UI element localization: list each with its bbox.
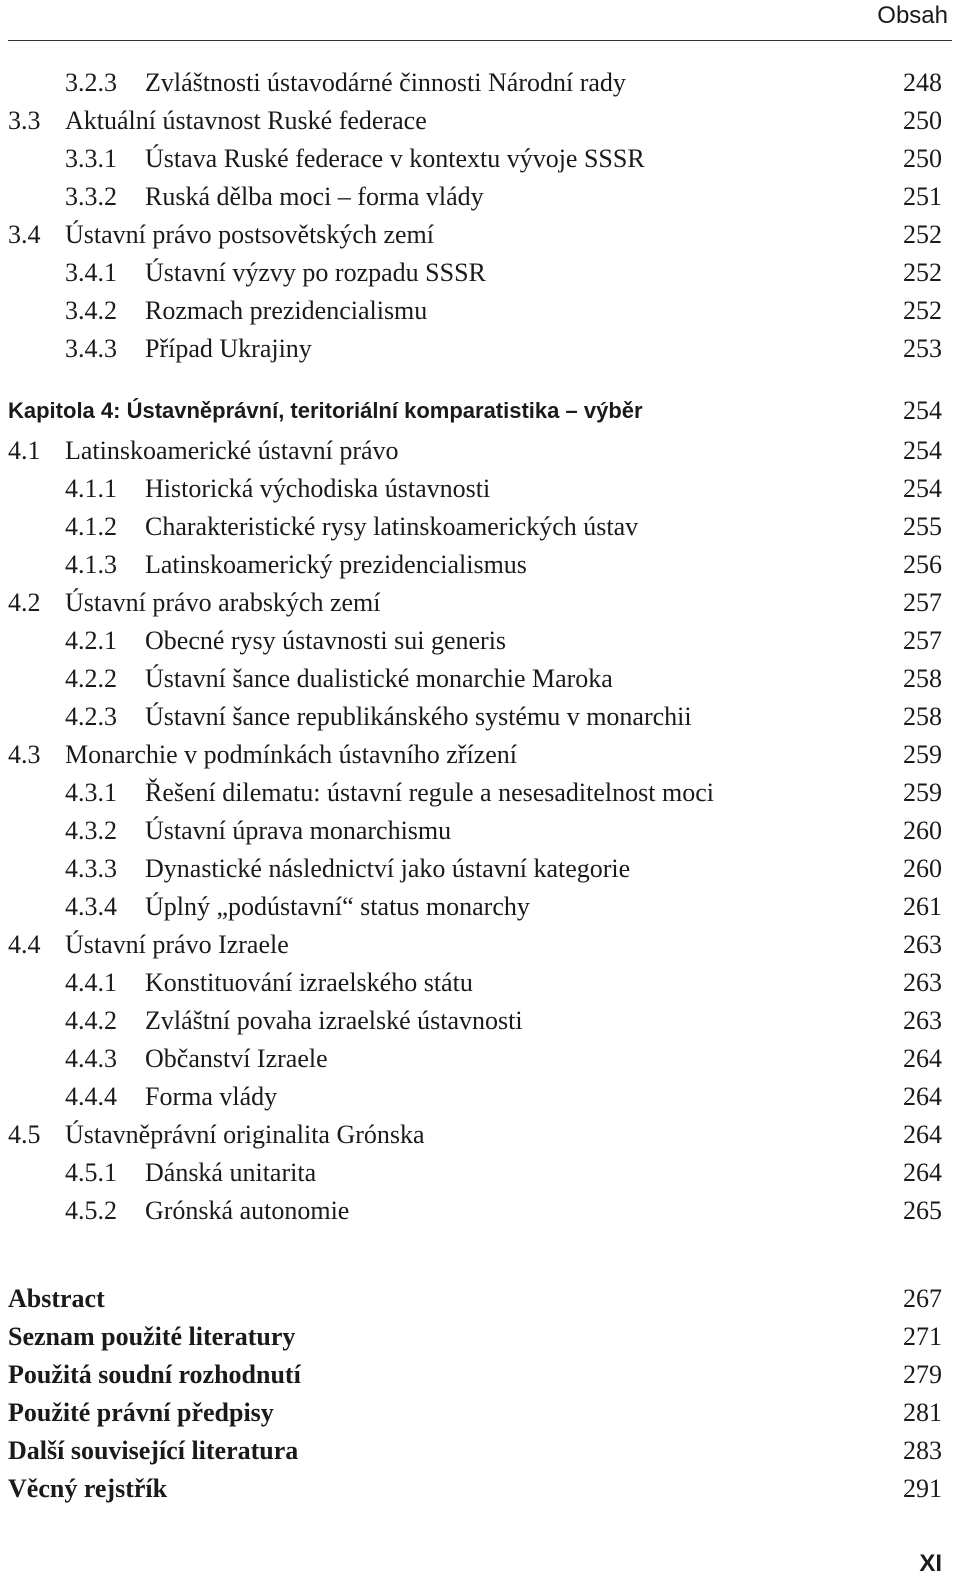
- toc-entry-number: 4.1.1: [65, 474, 117, 503]
- toc-entry[interactable]: [8, 64, 942, 102]
- toc-entry-page: 264: [903, 1044, 942, 1073]
- toc-entry[interactable]: [8, 102, 942, 140]
- toc-entry-number: 4.2.1: [65, 626, 117, 655]
- toc-backmatter-entry[interactable]: [8, 1394, 942, 1432]
- toc-entry-page: 257: [903, 626, 942, 655]
- toc-entry[interactable]: [8, 812, 942, 850]
- toc-entry-title: Ústavní právo postsovětských zemí: [65, 220, 434, 249]
- toc-entry[interactable]: [8, 178, 942, 216]
- toc-entry[interactable]: [8, 888, 942, 926]
- toc-entry[interactable]: [8, 964, 942, 1002]
- toc-entry[interactable]: [8, 774, 942, 812]
- toc-entry[interactable]: [8, 140, 942, 178]
- toc-entry-page: 252: [903, 296, 942, 325]
- toc-entry-title: Občanství Izraele: [145, 1044, 328, 1073]
- toc-entry-title: Ústavní úprava monarchismu: [145, 816, 452, 845]
- toc-entry-title: Rozmach prezidencialismu: [145, 296, 428, 325]
- toc-backmatter-entry[interactable]: [8, 1318, 942, 1356]
- toc-entry-page: 261: [903, 892, 942, 921]
- toc-entry[interactable]: [8, 698, 942, 736]
- toc-entry-number: 3.3.1: [65, 144, 117, 173]
- toc-entry[interactable]: [8, 736, 942, 774]
- toc-entry-title: Dánská unitarita: [145, 1158, 317, 1187]
- toc-entry-title: Ruská dělba moci – forma vlády: [145, 182, 484, 211]
- toc-entry-page: 264: [903, 1082, 942, 1111]
- toc-entry[interactable]: [8, 1192, 942, 1230]
- toc-entry-number: 4.3.1: [65, 778, 117, 807]
- toc-entry-title: Ústavní právo Izraele: [65, 930, 289, 959]
- toc-backmatter-entry[interactable]: [8, 1356, 942, 1394]
- toc-entry-title: Obecné rysy ústavnosti sui generis: [145, 626, 507, 655]
- toc-entry-page: 252: [903, 220, 942, 249]
- toc-backmatter-entry[interactable]: [8, 1280, 942, 1318]
- toc-entry-title: Ústavněprávní originalita Grónska: [65, 1120, 425, 1149]
- toc-entry-page: 259: [903, 778, 942, 807]
- toc-entry-number: 3.4.1: [65, 258, 117, 287]
- toc-entry[interactable]: [8, 546, 942, 584]
- toc-entry-title: Použité právní předpisy: [8, 1398, 274, 1427]
- toc-entry-page: 279: [903, 1360, 942, 1389]
- toc-entry-title: Použitá soudní rozhodnutí: [8, 1360, 301, 1389]
- toc-entry-number: 4.5.1: [65, 1158, 117, 1187]
- toc-entry[interactable]: [8, 850, 942, 888]
- toc-entry-page: 253: [903, 334, 942, 363]
- toc-entry-title: Latinskoamerické ústavní právo: [65, 436, 399, 465]
- toc-entry-title: Zvláštnosti ústavodárné činnosti Národní rady: [145, 68, 626, 97]
- toc-entry-number: 4.4: [8, 930, 41, 959]
- toc-entry-page: 255: [903, 512, 942, 541]
- toc-entry-number: 4.4.3: [65, 1044, 117, 1073]
- toc-entry-title: Zvláštní povaha izraelské ústavnosti: [145, 1006, 523, 1035]
- toc-entry-number: 3.2.3: [65, 68, 117, 97]
- toc-entry-title: Věcný rejstřík: [8, 1474, 168, 1503]
- toc-entry-title: Ústavní právo arabských zemí: [65, 588, 381, 617]
- toc-entry-number: 4.1: [8, 436, 41, 465]
- toc-entry-page: 251: [903, 182, 942, 211]
- toc-entry-number: 4.1.3: [65, 550, 117, 579]
- toc-entry-number: 4.4.2: [65, 1006, 117, 1035]
- toc-entry[interactable]: [8, 1040, 942, 1078]
- toc-entry-number: 3.4.2: [65, 296, 117, 325]
- toc-entry-page: 263: [903, 1006, 942, 1035]
- page-folio: XI: [919, 1550, 942, 1577]
- running-header: [8, 0, 952, 41]
- toc-entry-page: 257: [903, 588, 942, 617]
- toc-entry-number: 4.4.1: [65, 968, 117, 997]
- toc-entry[interactable]: [8, 1002, 942, 1040]
- toc-entry-title: Řešení dilematu: ústavní regule a nesesaditelnost moci: [145, 778, 714, 807]
- toc-entry-title: Aktuální ústavnost Ruské federace: [65, 106, 427, 135]
- toc-entry-page: 264: [903, 1120, 942, 1149]
- toc-entry-number: 4.3.4: [65, 892, 117, 921]
- running-header-title: Obsah: [877, 2, 948, 29]
- toc-entry-page: 248: [903, 68, 942, 97]
- toc-entry-number: 4.5.2: [65, 1196, 117, 1225]
- toc-entry[interactable]: [8, 1116, 942, 1154]
- toc-entry-page: 260: [903, 854, 942, 883]
- toc-chapter-heading[interactable]: [8, 392, 942, 430]
- toc-entry-number: 4.1.2: [65, 512, 117, 541]
- toc-entry-title: Případ Ukrajiny: [145, 334, 312, 363]
- toc-entry-title: Dynastické následnictví jako ústavní kategorie: [145, 854, 631, 883]
- toc-entry[interactable]: [8, 254, 942, 292]
- toc-entry-title: Ústava Ruské federace v kontextu vývoje SSSR: [145, 144, 645, 173]
- toc-entry-page: 267: [903, 1284, 942, 1313]
- toc-entry-page: 259: [903, 740, 942, 769]
- toc-entry-page: 281: [903, 1398, 942, 1427]
- toc-entry-number: 4.2.3: [65, 702, 117, 731]
- toc-entry-page: 264: [903, 1158, 942, 1187]
- toc-entry[interactable]: [8, 622, 942, 660]
- toc-entry-title: Monarchie v podmínkách ústavního zřízení: [65, 740, 517, 769]
- toc-entry-page: 254: [903, 396, 942, 425]
- toc-entry[interactable]: [8, 292, 942, 330]
- toc-chapter-title: Kapitola 4: Ústavněprávní, teritoriální komparatistika – výběr: [8, 398, 643, 423]
- toc-entry[interactable]: [8, 1078, 942, 1116]
- toc-entry-page: 252: [903, 258, 942, 287]
- toc-entry-page: 263: [903, 968, 942, 997]
- toc-entry[interactable]: [8, 926, 942, 964]
- toc-entry-number: 3.3: [8, 106, 41, 135]
- toc-entry-title: Ústavní výzvy po rozpadu SSSR: [145, 258, 486, 287]
- toc-entry-number: 4.4.4: [65, 1082, 117, 1111]
- toc-entry[interactable]: [8, 216, 942, 254]
- toc-entry-title: Forma vlády: [145, 1082, 278, 1111]
- toc-entry-number: 4.5: [8, 1120, 41, 1149]
- toc-entry-title: Další související literatura: [8, 1436, 299, 1465]
- toc-entry-number: 4.2: [8, 588, 41, 617]
- toc-entry-page: 258: [903, 702, 942, 731]
- toc-entry-page: 250: [903, 144, 942, 173]
- toc-entry-number: 3.4.3: [65, 334, 117, 363]
- toc-entry[interactable]: [8, 660, 942, 698]
- toc-entry-title: Ústavní šance dualistické monarchie Maroka: [145, 664, 613, 693]
- toc-entry-number: 3.3.2: [65, 182, 117, 211]
- toc-entry[interactable]: [8, 508, 942, 546]
- toc-entry-title: Abstract: [8, 1284, 105, 1313]
- toc-entry-title: Ústavní šance republikánského systému v monarchii: [145, 702, 692, 731]
- toc-entry-number: 4.2.2: [65, 664, 117, 693]
- toc-entry-title: Historická východiska ústavnosti: [145, 474, 491, 503]
- toc-entry-page: 271: [903, 1322, 942, 1351]
- toc-entry-page: 291: [903, 1474, 942, 1503]
- toc-entry-title: Charakteristické rysy latinskoamerických ústav: [145, 512, 639, 541]
- toc-entry-page: 250: [903, 106, 942, 135]
- toc-entry-page: 256: [903, 550, 942, 579]
- toc-entry-title: Grónská autonomie: [145, 1196, 350, 1225]
- toc-entry[interactable]: [8, 584, 942, 622]
- toc-entry-number: 4.3.2: [65, 816, 117, 845]
- toc-entry-number: 4.3.3: [65, 854, 117, 883]
- toc-entry-page: 254: [903, 436, 942, 465]
- toc-entry-page: 265: [903, 1196, 942, 1225]
- toc-backmatter-entry[interactable]: [8, 1432, 942, 1470]
- toc-entry-number: 3.4: [8, 220, 41, 249]
- toc-entry[interactable]: [8, 330, 942, 368]
- toc-entry-page: 254: [903, 474, 942, 503]
- toc-entry-title: Latinskoamerický prezidencialismus: [145, 550, 527, 579]
- toc-entry[interactable]: [8, 432, 942, 470]
- toc-entry-page: 260: [903, 816, 942, 845]
- toc-entry[interactable]: [8, 470, 942, 508]
- toc-entry-number: 4.3: [8, 740, 41, 769]
- toc-entry-title: Úplný „podústavní“ status monarchy: [145, 892, 530, 921]
- toc-entry[interactable]: [8, 1154, 942, 1192]
- toc-backmatter-entry[interactable]: [8, 1470, 942, 1508]
- toc-entry-title: Seznam použité literatury: [8, 1322, 296, 1351]
- toc-entry-title: Konstituování izraelského státu: [145, 968, 473, 997]
- toc-entry-page: 263: [903, 930, 942, 959]
- toc-entry-page: 258: [903, 664, 942, 693]
- toc-entry-page: 283: [903, 1436, 942, 1465]
